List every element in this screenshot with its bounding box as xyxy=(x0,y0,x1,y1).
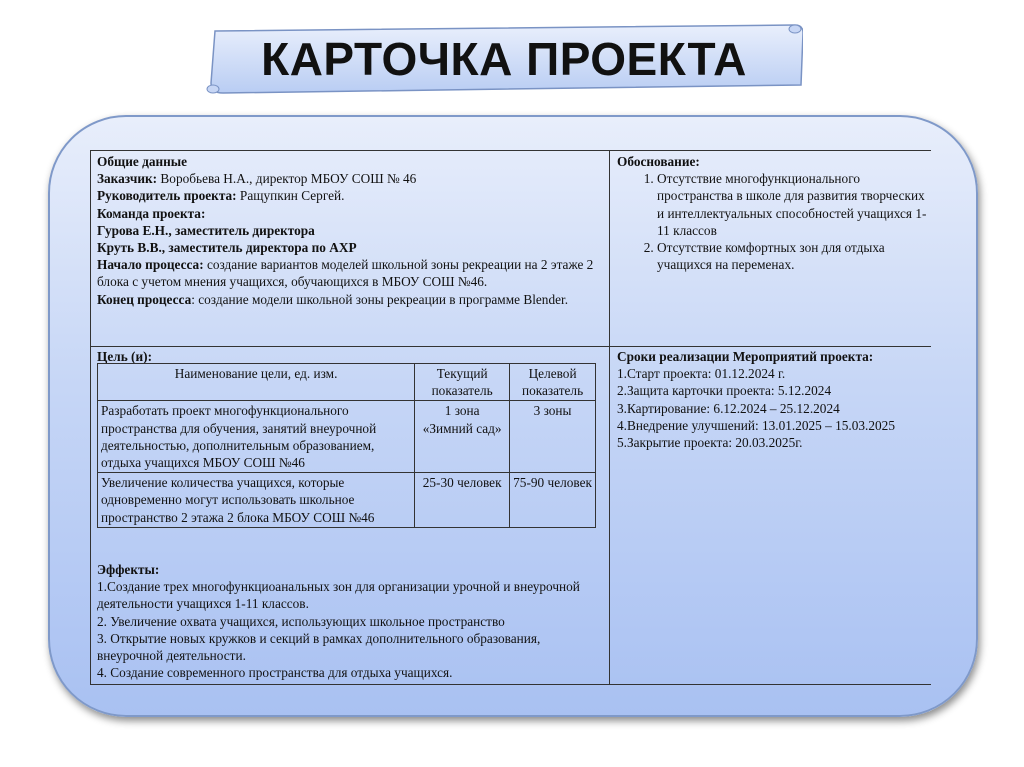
table-row xyxy=(98,473,596,528)
leader-line xyxy=(97,187,605,204)
list-item: 4. Создание современного пространства для отдыха учащихся. xyxy=(97,665,453,681)
list-item: 1.Создание трех многофункциоанальных зон для организации урочной и внеурочной деятельности учащихся 1-11 классов. xyxy=(97,579,580,612)
end-line xyxy=(97,291,605,308)
leader-label: Руководитель проекта: xyxy=(97,188,237,204)
project-card-table xyxy=(90,150,931,685)
justification-cell xyxy=(617,153,927,273)
list-item: 2. Увеличение охвата учащихся, использующих школьное пространство xyxy=(97,613,505,629)
end-value: : создание модели школьной зоны рекреации в программе Blender. xyxy=(191,291,569,307)
customer-value: Воробьева Н.А., директор МБОУ СОШ № 46 xyxy=(157,171,417,187)
goal-name: Увеличение количества учащихся, которые одновременно могут использовать школьное пространство 2 этажа 2 блока МБОУ СОШ №46 xyxy=(98,473,415,528)
leader-value: Ращупкин Сергей. xyxy=(236,188,345,204)
goals-table xyxy=(97,363,596,528)
justification-heading: Обоснование: xyxy=(617,154,700,169)
table-row xyxy=(98,401,596,473)
team-member: Круть В.В., заместитель директора по АХР xyxy=(97,240,357,256)
column-header: Целевой показатель xyxy=(510,364,596,401)
general-heading: Общие данные xyxy=(97,154,188,169)
customer-line xyxy=(97,170,605,187)
table-header-row xyxy=(98,364,596,401)
list-item: 2.Защита карточки проекта: 5.12.2024 xyxy=(617,383,832,399)
end-label: Конец процесса xyxy=(97,291,192,307)
general-data-cell xyxy=(97,153,605,308)
list-item: 1. Отсутствие многофункционального пространства в школе для развития творческих и интеллектуальных способностей учащихся 1-11 классов xyxy=(657,170,927,239)
column-header: Текущий показатель xyxy=(415,364,510,401)
team-member: Гурова Е.Н., заместитель директора xyxy=(97,222,315,238)
goal-name: Разработать проект многофункционального пространства для обучения, занятий внеурочной деятельностью, дополнительным образованием, отдыха учащихся МБОУ СОШ №46 xyxy=(98,401,415,473)
list-item: 4.Внедрение улучшений: 13.01.2025 – 15.03.2025 xyxy=(617,417,895,433)
list-item: 3.Картирование: 6.12.2024 – 25.12.2024 xyxy=(617,400,840,416)
effects-cell xyxy=(97,561,605,681)
goals-heading: Цель (и): xyxy=(97,349,153,364)
column-divider xyxy=(609,151,610,684)
page-title: КАРТОЧКА ПРОЕКТА xyxy=(261,33,747,85)
list-item: 1.Старт проекта: 01.12.2024 г. xyxy=(617,366,786,382)
customer-label: Заказчик: xyxy=(97,171,158,187)
start-value: создание вариантов моделей школьной зоны рекреации на 2 этаже 2 блока с учетом мнения учащихся, обучающихся в МБОУ СОШ №46. xyxy=(97,257,594,290)
goal-current: 1 зона «Зимний сад» xyxy=(415,401,510,473)
list-item: 5.Закрытие проекта: 20.03.2025г. xyxy=(617,435,803,451)
goal-target: 3 зоны xyxy=(510,401,596,473)
schedule-heading: Сроки реализации Мероприятий проекта: xyxy=(617,349,874,364)
row-divider xyxy=(91,346,931,347)
team-label: Команда проекта: xyxy=(97,205,206,221)
goal-target: 75-90 человек xyxy=(510,473,596,528)
justification-list xyxy=(617,170,927,273)
column-header: Наименование цели, ед. изм. xyxy=(98,364,415,401)
start-line xyxy=(97,256,605,290)
effects-heading: Эффекты: xyxy=(97,562,160,577)
start-label: Начало процесса: xyxy=(97,257,204,273)
schedule-cell xyxy=(617,348,927,451)
list-item: 2. Отсутствие комфортных зон для отдыха учащихся на переменах. xyxy=(657,239,927,273)
list-item: 3. Открытие новых кружков и секций в рамках дополнительного образования, внеурочной деятельности. xyxy=(97,630,541,664)
goal-current: 25-30 человек xyxy=(415,473,510,528)
